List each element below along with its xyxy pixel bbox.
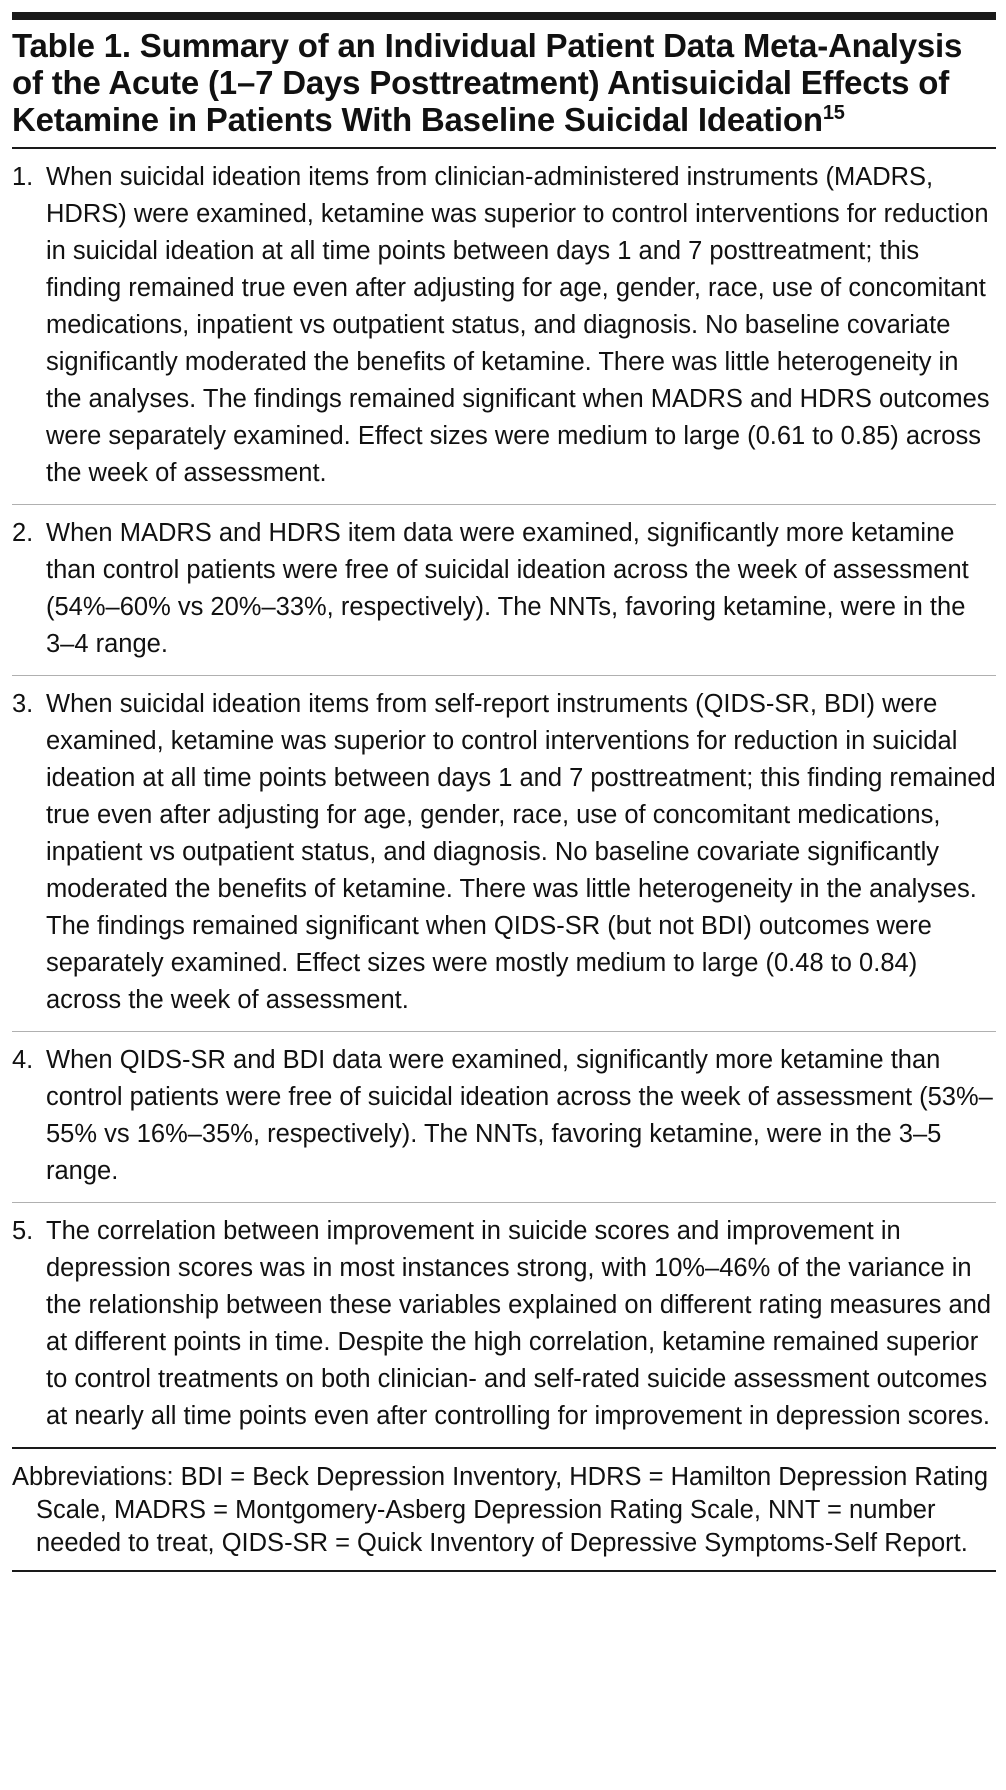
item-text: When suicidal ideation items from self-report instruments (QIDS-SR, BDI) were examined, ketamine was superior to control interventions for reduction in suicidal ideation at all time points between days 1 and 7 posttreatment; this finding remained true even after adjusting for age, gender, race, use of concomitant medications, inpatient vs outpatient status, and diagnosis. No baseline covariate significantly moderated the benefits of ketamine. There was little heterogeneity in the analyses. The findings remained significant when QIDS-SR (but not BDI) outcomes were separately examined. Effect sizes were mostly medium to large (0.48 to 0.84) across the week of assessment. [46,690,996,1014]
title-reference: 15 [822,102,845,124]
item-text: When suicidal ideation items from clinician-administered instruments (MADRS, HDRS) were examined, ketamine was superior to control interventions for reduction in suicidal ideation at all time points between days 1 and 7 posttreatment; this finding remained true even after adjusting for age, gender, race, use of concomitant medications, inpatient vs outpatient status, and diagnosis. No baseline covariate significantly moderated the benefits of ketamine. There was little heterogeneity in the analyses. The findings remained significant when MADRS and HDRS outcomes were separately examined. Effect sizes were medium to large (0.61 to 0.85) across the week of assessment. [46,163,990,487]
item-number: 3. [12,690,34,718]
table-title-text: Table 1. Summary of an Individual Patient Data Meta-Analysis of the Acute (1–7 Days Posttreatment) Antisuicidal Effects of Ketamine in Patients With Baseline Suicidal Ideation [12,27,963,138]
list-item [12,505,996,676]
item-text: The correlation between improvement in suicide scores and improvement in depression scores was in most instances strong, with 10%–46% of the variance in the relationship between these variables explained on different rating measures and at different points in time. Despite the high correlation, ketamine remained superior to control treatments on both clinician- and self-rated suicide assessment outcomes at nearly all time points even after controlling for improvement in depression scores. [46,1217,992,1430]
list-item [12,1032,996,1203]
summary-table [12,12,996,1572]
item-number: 5. [12,1217,34,1245]
bottom-rule [12,1570,996,1572]
list-item [12,676,996,1032]
top-rule [12,12,996,20]
item-text: When QIDS-SR and BDI data were examined, significantly more ketamine than control patients were free of suicidal ideation across the week of assessment (53%–55% vs 16%–35%, respectively). The NNTs, favoring ketamine, were in the 3–5 range. [46,1046,993,1185]
table-title [12,27,996,138]
item-number: 2. [12,519,34,547]
list-item [12,1203,996,1447]
item-number: 4. [12,1046,34,1074]
abbreviations-footnote: Abbreviations: BDI = Beck Depression Inventory, HDRS = Hamilton Depression Rating Scale, MADRS = Montgomery-Asberg Depression Rating Scale, NNT = number needed to treat, QIDS-SR = Quick Inventory of Depressive Symptoms-Self Report. [12,1463,989,1557]
item-number: 1. [12,163,34,191]
findings-list [12,149,996,1447]
item-text: When MADRS and HDRS item data were examined, significantly more ketamine than control patients were free of suicidal ideation across the week of assessment (54%–60% vs 20%–33%, respectively). The NNTs, favoring ketamine, were in the 3–4 range. [46,519,969,658]
list-item [12,149,996,505]
